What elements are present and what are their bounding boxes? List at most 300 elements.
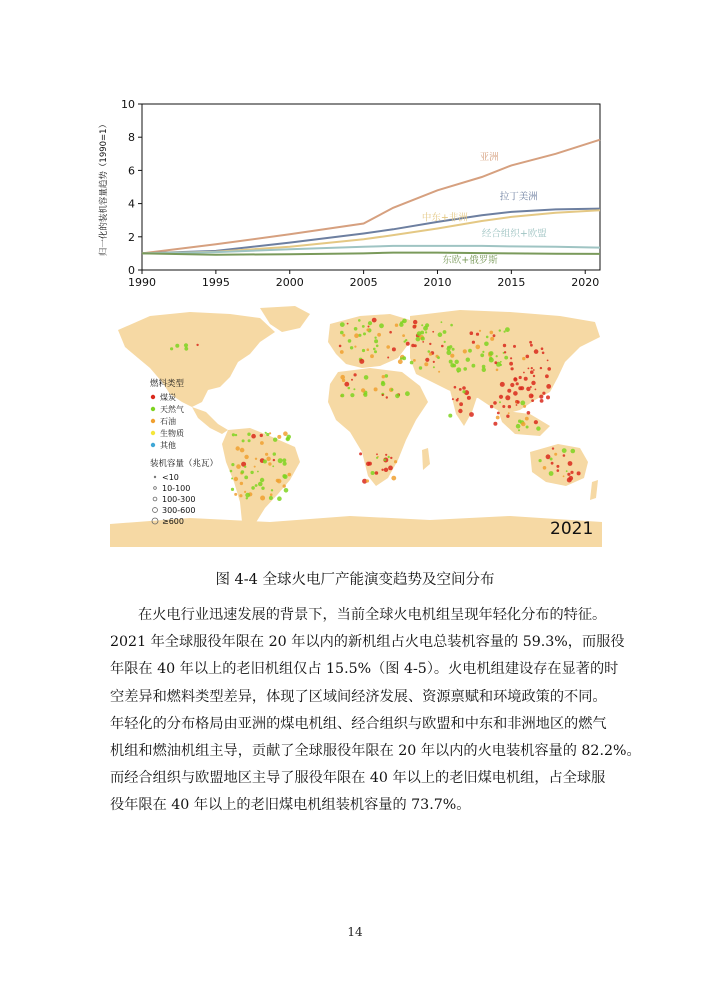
plant-dot: [531, 395, 533, 397]
plant-dot: [234, 493, 237, 496]
plant-dot: [347, 323, 349, 325]
plant-dot: [283, 474, 288, 479]
plant-dot: [244, 466, 246, 468]
plant-dot: [484, 342, 489, 347]
plant-dot: [557, 469, 560, 472]
chart-series-labels: [422, 151, 547, 266]
y-tick-label: 6: [128, 164, 135, 178]
plant-dot: [390, 457, 392, 459]
plant-dot: [508, 412, 510, 414]
plant-dot: [406, 342, 410, 346]
plant-dot: [359, 359, 364, 364]
plant-dot: [400, 357, 402, 359]
plant-dot: [340, 331, 344, 335]
plant-dot: [384, 468, 388, 472]
plant-dot: [520, 386, 524, 390]
plant-dot: [340, 322, 345, 327]
plant-dot: [265, 453, 268, 456]
plant-dot: [489, 351, 494, 356]
plant-dot: [482, 351, 484, 353]
plant-dot: [463, 349, 467, 353]
plant-dot: [367, 348, 370, 351]
plant-dot: [468, 349, 472, 353]
plant-dot: [257, 471, 259, 473]
plant-dot: [554, 453, 557, 456]
plant-dot: [526, 355, 530, 359]
legend-fuel-label: 生物质: [160, 429, 184, 438]
plant-dot: [433, 366, 435, 368]
plant-dot: [433, 361, 435, 363]
plant-dot: [386, 345, 390, 349]
body-line: 空差异和燃料类型差异，体现了区域间经济发展、资源禀赋和环境政策的不同。: [110, 688, 607, 705]
plant-dot: [448, 414, 452, 418]
plant-dot: [452, 398, 454, 400]
plant-dot: [546, 384, 551, 389]
plant-dot: [450, 324, 453, 327]
plant-dot: [405, 391, 410, 396]
capacity-trend-chart: [84, 92, 614, 297]
body-line: 2021 年全球服役年限在 20 年以内的新机组占火电总装机容量的 59.3%，而服役: [110, 634, 625, 651]
plant-dot: [546, 454, 551, 459]
body-line: 在火电行业迅速发展的背景下，当前全球火电机组呈现年轻化分布的特征。: [138, 607, 607, 623]
plant-dot: [184, 343, 188, 347]
plant-dot: [486, 336, 489, 339]
plant-dot: [454, 386, 457, 389]
plant-dot: [459, 402, 463, 406]
plant-dot: [236, 446, 240, 450]
plant-dot: [413, 320, 417, 324]
plant-dot: [571, 449, 576, 454]
plant-dot: [366, 479, 369, 482]
plant-dot: [500, 382, 505, 387]
plant-dot: [542, 352, 545, 355]
legend-capacity-label: 300-600: [162, 506, 196, 515]
plant-dot: [268, 462, 271, 465]
plant-dot: [362, 349, 365, 352]
plant-dot: [248, 439, 251, 442]
plant-dot: [270, 493, 273, 496]
plant-dot: [376, 453, 378, 455]
plant-dot: [398, 359, 403, 364]
plant-dot: [527, 411, 531, 415]
plant-dot: [244, 455, 248, 459]
plant-dot: [570, 471, 573, 474]
plant-dot: [459, 388, 462, 391]
plant-dot: [261, 487, 264, 490]
plant-dot: [251, 434, 256, 439]
plant-dot: [388, 466, 393, 471]
plant-dot: [368, 321, 372, 325]
plant-dot: [254, 466, 256, 468]
plant-dot: [569, 476, 574, 481]
legend-fuel-swatch: [151, 443, 155, 447]
plant-dot: [480, 353, 484, 357]
plant-dot: [499, 401, 501, 403]
plant-dot: [521, 422, 525, 426]
series-label: 亚洲: [479, 152, 499, 164]
plant-dot: [250, 471, 253, 474]
plant-dot: [547, 360, 549, 362]
y-tick-label: 8: [128, 131, 135, 145]
x-tick-label: 2020: [571, 276, 600, 289]
legend-fuel-label: 天然气: [160, 405, 184, 414]
plant-dot: [419, 366, 422, 369]
figure-caption: 图 4-4 全球火电厂产能演变趋势及空间分布: [215, 572, 495, 588]
x-tick-label: 2015: [497, 276, 526, 289]
plant-dot: [376, 345, 379, 348]
map-year-label: 2021: [550, 519, 594, 539]
legend-capacity-label: ≥600: [162, 517, 184, 526]
plant-dot: [384, 459, 387, 462]
plant-dot: [516, 382, 519, 385]
plant-dot: [241, 470, 245, 474]
plant-dot: [375, 471, 379, 475]
plant-dot: [539, 459, 542, 462]
plant-dot: [265, 432, 267, 434]
plant-dot: [490, 331, 494, 335]
plant-dot: [374, 339, 378, 343]
plant-dot: [444, 341, 446, 343]
plant-dot: [541, 347, 544, 350]
plant-dot: [175, 344, 179, 348]
plant-dot: [235, 434, 237, 436]
plant-dot: [284, 488, 289, 493]
plant-dot: [422, 341, 424, 343]
plant-dot: [258, 482, 263, 487]
plant-dot: [387, 357, 389, 359]
plant-dot: [506, 415, 509, 418]
plant-dot: [531, 381, 535, 385]
plant-dot: [533, 375, 535, 377]
plant-dot: [283, 462, 287, 466]
plant-dot: [510, 383, 514, 387]
plant-dot: [510, 357, 512, 359]
plant-dot: [428, 350, 431, 353]
plant-dot: [184, 347, 188, 351]
series-label: 东欧+俄罗斯: [442, 254, 498, 266]
plant-dot: [255, 484, 258, 487]
plant-dot: [234, 477, 238, 481]
plant-dot: [374, 350, 377, 353]
plant-dot: [479, 330, 481, 332]
plant-dot: [385, 374, 389, 378]
plant-dot: [505, 395, 510, 400]
plant-dot: [493, 401, 497, 405]
series-label: 中东+非洲: [421, 212, 468, 224]
plant-dot: [394, 460, 397, 463]
plant-dot: [493, 422, 497, 426]
plant-dot: [288, 473, 292, 477]
page-number: 14: [347, 925, 363, 939]
plant-dot: [402, 356, 406, 360]
plant-dot: [530, 344, 533, 347]
plant-dot: [277, 496, 282, 501]
plant-dot: [539, 395, 543, 399]
plant-dot: [424, 362, 428, 366]
plant-dot: [277, 435, 281, 439]
plant-dot: [523, 372, 525, 374]
plant-dot: [231, 463, 234, 466]
plant-dot: [534, 420, 538, 424]
plant-dot: [529, 341, 532, 344]
plant-dot: [392, 347, 396, 351]
plant-dot: [364, 375, 369, 380]
plant-dot: [516, 400, 519, 403]
legend-fuel-label: 其他: [160, 441, 176, 450]
plant-dot: [467, 396, 471, 400]
world-power-plant-map: [110, 302, 602, 547]
plant-dot: [231, 478, 233, 480]
plant-dot: [568, 461, 573, 466]
plant-dot: [362, 325, 365, 328]
plant-dot: [196, 344, 198, 346]
y-tick-label: 10: [121, 98, 135, 111]
plant-dot: [502, 405, 505, 408]
plant-dot: [410, 361, 414, 365]
plant-dot: [230, 470, 233, 473]
plant-dot: [260, 478, 264, 482]
plant-dot: [540, 399, 544, 403]
plant-dot: [441, 321, 443, 323]
plant-dot: [389, 331, 392, 334]
plant-dot: [513, 391, 518, 396]
plant-dot: [386, 396, 388, 398]
plant-dot: [536, 426, 540, 430]
plant-dot: [244, 476, 248, 480]
plant-dot: [239, 494, 242, 497]
plant-dot: [425, 323, 429, 327]
plant-dot: [170, 347, 173, 350]
plant-dot: [354, 333, 359, 338]
plant-dot: [374, 387, 378, 391]
plant-dot: [381, 469, 383, 471]
legend-fuel-swatch: [151, 431, 155, 435]
plant-dot: [353, 388, 355, 390]
plant-dot: [523, 405, 526, 408]
plant-dot: [500, 361, 502, 363]
plant-dot: [260, 496, 265, 501]
plant-dot: [542, 392, 545, 395]
series-label: 拉丁美洲: [499, 191, 538, 203]
plant-dot: [240, 482, 243, 485]
plant-dot: [342, 334, 345, 337]
plant-dot: [470, 331, 474, 335]
plant-dot: [499, 329, 501, 331]
plant-dot: [469, 412, 474, 417]
plant-dot: [366, 328, 369, 331]
plant-dot: [528, 368, 530, 370]
plant-dot: [496, 355, 498, 357]
plant-dot: [525, 417, 529, 421]
legend-fuel-title: 燃料类型: [150, 379, 185, 389]
plant-dot: [531, 367, 533, 369]
plant-dot: [518, 420, 521, 423]
legend-fuel-label: 煤炭: [160, 393, 176, 402]
plant-dot: [500, 364, 502, 366]
legend-capacity-label: <10: [162, 473, 179, 482]
plant-dot: [450, 354, 454, 358]
plant-dot: [472, 341, 475, 344]
plant-dot: [354, 373, 357, 376]
plant-dot: [351, 379, 353, 381]
plant-dot: [366, 462, 370, 466]
plant-dot: [563, 454, 566, 457]
plant-dot: [391, 476, 396, 481]
plant-dot: [438, 332, 443, 337]
plant-dot: [476, 333, 479, 336]
plant-dot: [533, 369, 535, 371]
plant-dot: [447, 346, 450, 349]
plant-dot: [530, 386, 532, 388]
plant-dot: [359, 452, 362, 455]
plant-dot: [283, 484, 286, 487]
plant-dot: [516, 424, 521, 429]
plant-dot: [363, 332, 366, 335]
plant-dot: [540, 367, 542, 369]
plant-dot: [286, 437, 290, 441]
plant-dot: [547, 367, 551, 371]
plant-dot: [543, 466, 547, 470]
plant-dot: [340, 375, 345, 380]
plant-dot: [545, 374, 549, 378]
plant-dot: [446, 350, 451, 355]
plant-dot: [522, 357, 525, 360]
plant-dot: [273, 452, 276, 455]
plant-dot: [395, 324, 398, 327]
plant-dot: [566, 470, 568, 472]
plant-dot: [531, 399, 534, 402]
plant-dot: [276, 479, 280, 483]
plant-dot: [363, 393, 367, 397]
legend-fuel-swatch: [151, 395, 155, 399]
plant-dot: [245, 493, 250, 498]
plant-dot: [472, 364, 476, 368]
plant-dot: [273, 459, 275, 461]
plant-dot: [490, 405, 493, 408]
plant-dot: [429, 353, 432, 356]
plant-dot: [508, 405, 511, 408]
plant-dot: [516, 404, 518, 406]
plant-dot: [505, 327, 510, 332]
body-line: 役年限在 40 年以上的老旧煤电机组装机容量的 73.7%。: [110, 797, 471, 814]
plant-dot: [551, 462, 554, 465]
plant-dot: [260, 441, 264, 445]
plant-dot: [273, 438, 277, 442]
legend-capacity-title: 装机容量（兆瓦）: [150, 459, 219, 469]
plant-dot: [504, 351, 506, 353]
plant-dot: [376, 457, 378, 459]
plant-dot: [519, 376, 522, 379]
plant-dot: [382, 394, 384, 396]
plant-dot: [402, 321, 404, 323]
plant-dot: [497, 412, 500, 415]
plant-dot: [567, 473, 570, 476]
y-tick-label: 0: [128, 264, 135, 277]
plant-dot: [489, 358, 494, 363]
plant-dot: [513, 345, 516, 348]
plant-dot: [476, 345, 481, 350]
plant-dot: [462, 386, 466, 390]
plant-dot: [562, 448, 567, 453]
plant-dot: [482, 365, 486, 369]
plant-dot: [413, 325, 417, 329]
legend-capacity-label: 100-300: [162, 495, 196, 504]
plant-dot: [231, 488, 234, 491]
plant-dot: [283, 431, 288, 436]
plant-dot: [348, 339, 352, 343]
plant-dot: [242, 439, 245, 442]
plant-dot: [232, 433, 235, 436]
series-label: 经合组织+欧盟: [481, 228, 547, 240]
plant-dot: [466, 358, 470, 362]
plant-dot: [374, 337, 376, 339]
x-tick-label: 1995: [201, 276, 230, 289]
plant-dot: [358, 334, 361, 337]
plant-dot: [429, 343, 431, 345]
plant-dot: [556, 465, 559, 468]
plant-dot: [339, 345, 342, 348]
plant-dot: [452, 348, 455, 351]
plant-dot: [361, 388, 365, 392]
plant-dot: [348, 387, 351, 390]
plant-dot: [443, 330, 447, 334]
plant-dot: [266, 433, 269, 436]
plant-dot: [552, 447, 554, 449]
plant-dot: [503, 344, 506, 347]
x-tick-label: 2005: [349, 276, 378, 289]
plant-dot: [391, 388, 394, 391]
plant-dot: [494, 361, 497, 364]
plant-dot: [530, 370, 534, 374]
plant-dot: [499, 395, 503, 399]
plant-dot: [493, 334, 496, 337]
plant-dot: [344, 382, 349, 387]
plant-dot: [269, 432, 271, 434]
plant-dot: [269, 496, 273, 500]
plant-dot: [490, 337, 494, 341]
plant-dot: [546, 395, 550, 399]
plant-dot: [520, 401, 525, 406]
body-line: 年限在 40 年以上的老旧机组仅占 15.5%（图 4-5）。火电机组建设存在显著的时: [110, 661, 619, 678]
plant-dot: [456, 367, 461, 372]
body-line: 而经合组织与欧盟地区主导了服役年限在 40 年以上的老旧煤电机组，占全球服: [110, 770, 606, 787]
plant-dot: [432, 331, 434, 333]
plant-dot: [425, 331, 427, 333]
plant-dot: [372, 318, 377, 323]
legend-fuel-swatch: [151, 419, 155, 423]
plant-dot: [244, 491, 246, 493]
plant-dot: [414, 344, 417, 347]
plant-dot: [455, 360, 459, 364]
body-paragraph: [110, 602, 641, 820]
plant-dot: [240, 448, 245, 453]
legend-fuel-label: 石油: [160, 417, 176, 426]
plant-dot: [421, 324, 423, 326]
plant-dot: [358, 319, 361, 322]
plant-dot: [379, 323, 384, 328]
plant-dot: [507, 389, 511, 393]
plant-dot: [373, 348, 376, 351]
plant-dot: [438, 371, 440, 373]
plant-dot: [462, 390, 465, 393]
plant-dot: [247, 433, 250, 436]
plant-dot: [236, 464, 241, 469]
plant-dot: [413, 359, 416, 362]
plant-dot: [449, 360, 453, 364]
plant-dot: [271, 489, 273, 491]
plant-dot: [350, 346, 353, 349]
plant-dot: [450, 363, 454, 367]
